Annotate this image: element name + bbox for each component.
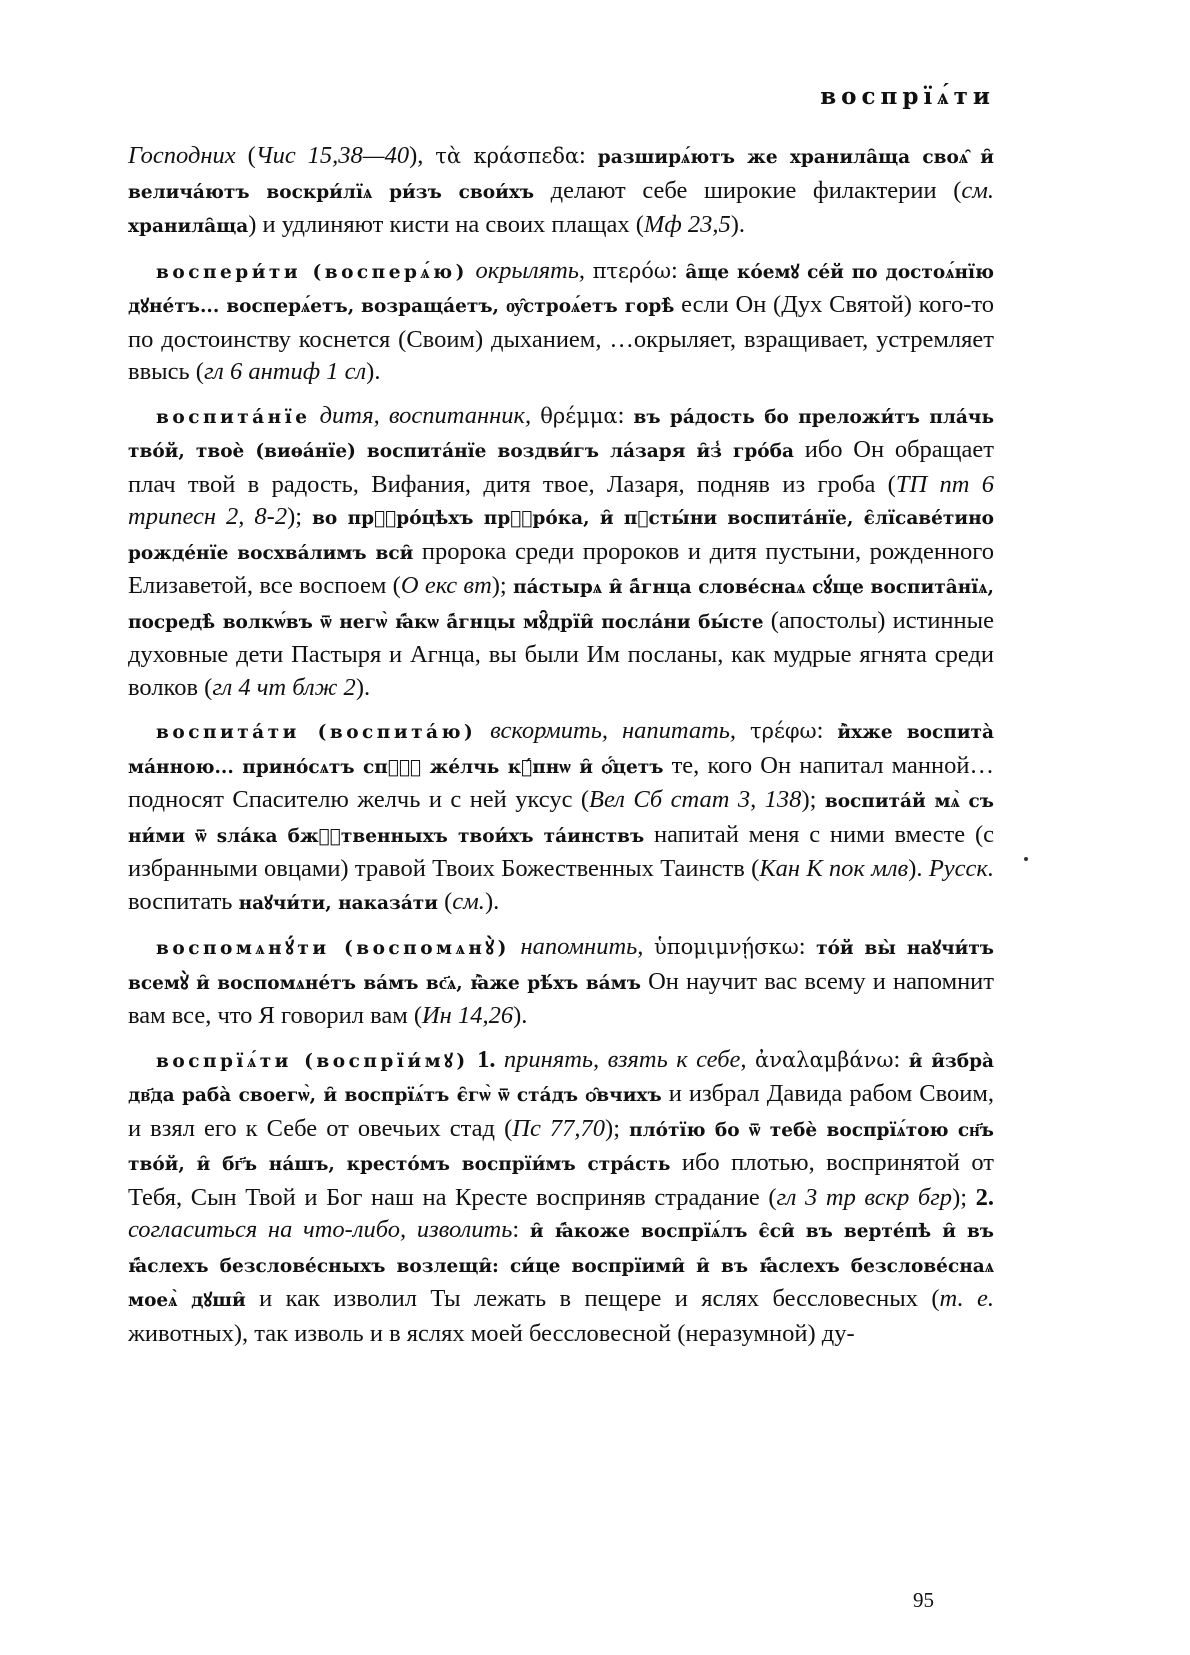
text-run: : [816,717,838,744]
italic-run: гл 6 антиф 1 сл [203,358,367,385]
text-run [643,933,654,960]
text-run: ); [801,786,825,813]
text-run: ). [730,211,746,238]
text-run: ); [287,503,313,530]
text-run: ), [409,142,436,169]
italic-run: Чис 15,38—40 [255,142,410,169]
italic-run: т. е. [939,1285,994,1312]
text-run: ). [908,855,929,882]
dictionary-entry [128,400,994,705]
text-run [495,1046,503,1073]
italic-run: вскормить, напитать, [490,717,737,744]
greek-equivalent: πτερόω [592,258,672,283]
greek-equivalent: τὰ κράσπεδα [435,144,580,168]
italic-run: принять, взять к себе, [503,1045,747,1073]
text-run: и как изволил Ты лежать в пещере и яслях бессловесных ( [245,1285,940,1312]
text-run [476,717,490,744]
dictionary-entry [128,715,994,920]
church-slavonic-run: а̑ще ко́емꙋ се́й по достоѧ́нїю дꙋнéтъ... восперѧ́етъ, возраща́етъ, ѹ̑строѧ́етъ горѣ̀ [128,261,995,317]
church-slavonic-run: наꙋчи́ти, наказа́ти [238,892,438,914]
dictionary-entry [128,1044,994,1351]
running-head: воспрїѧ́ти [820,83,995,110]
stray-ink-dot [1024,857,1028,861]
text-run: (апостолы) истинные духовные дети Пастыря и Агнца, вы были Им посланы, как мудрые ягнята среди волков ( [128,606,994,701]
italic-run: О екс вт [400,572,492,599]
text-run: ибо Он обращает плач твой в радость, Вифания, дитя твое, Лазаря, подняв из гроба ( [128,436,994,498]
text-run: ). [355,673,371,701]
text-run: ). [484,887,500,915]
text-run: : [512,1216,530,1243]
italic-run: гл 4 чт блж 2 [212,673,356,701]
text-run: : [617,401,634,429]
headword: воспери́ти (восперѧ́ю) [156,261,468,283]
church-slavonic-run: воспита́й мѧ̀ съ ни́ми ѿ ѕла́ка бжⷭ҇твенныхъ твои́хъ та́инствъ [128,791,994,847]
entries-column [128,140,994,1361]
page-number: 95 [913,1588,934,1612]
dictionary-entry [128,931,994,1033]
text-run: пророка среди пророков и дитя пустыни, рожденного Елизаветой, все воспоем ( [128,537,994,599]
italic-run: Русск. [928,855,994,882]
text-run: ). [366,358,381,385]
church-slavonic-run: пло́тїю бо ѿ тебѐ воспрїѧ́тою сн҃ъ тво́й, и̑ бг҃ъ на́шъ, кресто́мъ воспрїи́мъ стра́сть [128,1119,994,1175]
text-run [747,1046,755,1073]
italic-run: дитя, воспитанник, [319,401,532,429]
headword: воспомѧнꙋ́ти (воспомѧнꙋ̀) [156,938,510,959]
entry-continuation [128,140,994,244]
church-slavonic-run: въ ра́дость бо преложи́тъ пла́чь тво́й, твоѐ (виѳа́нїе) воспита́нїе воздви́гъ ла́заря и̑з̾ гро́ба [128,406,995,462]
italic-run: согласиться на что-либо, изволить [128,1216,513,1243]
headword: воспита́ти (воспита́ю) [156,722,477,743]
text-run: ( [438,887,453,915]
church-slavonic-run: хранила̑ща [128,216,249,237]
text-run: ); [952,1183,976,1211]
italic-run: Мф 23,5 [643,211,731,238]
text-run: воспитать [128,887,239,915]
italic-run: Пс 77,70 [512,1114,606,1142]
italic-run: напомнить, [520,933,644,960]
text-run [531,402,540,429]
text-run: : [671,256,686,284]
sense-number: 2. [975,1183,994,1211]
text-run: и избрал Давида рабом Своим, и взял его к Себе от овечьих стад ( [128,1080,994,1142]
text-run: ); [491,572,514,599]
text-run: Он научит вас всему и напомнит вам все, что Я говорил вам ( [128,967,995,1029]
text-run: животных), так изволь и в яслях моей бессловесной (неразумной) ду- [128,1319,855,1347]
text-run: ); [605,1114,630,1142]
text-run: ) и удлиняют кисти на своих плащах ( [248,211,644,238]
text-run: делают себе широкие филактерии ( [534,176,962,204]
text-run [510,933,521,960]
text-run: ибо плотью, воспринятой от Тебя, Сын Твой и Бог наш на Кресте восприняв страдание ( [128,1149,994,1211]
italic-run: Кан К пок млв [759,855,909,882]
dictionary-entry [128,255,994,389]
text-run: если Он (Дух Святой) кого-то по достоинству коснется (Своим) дыханием, …окрыляет, взращивает, устремляет ввысь ( [128,291,994,385]
church-slavonic-run: и̑̀хже воспита̀ ма́нною... прино́сѧтъ спⷭ҇ꙋ же́лчь кꙋ́пнѡ и̑ ѻ̑́цетъ [128,722,994,778]
greek-equivalent: ἀναλαμβάνω [755,1047,894,1072]
italic-run: см. [961,176,994,204]
greek-equivalent: θρέμμα [540,403,618,428]
church-slavonic-run: то́й вы̀ наꙋчи́тъ всемꙋ̀ и̑ воспомѧне́тъ ва́мъ вс҃ѧ, ꙗ̑̀же рѣ́хъ ва́мъ [128,938,994,994]
church-slavonic-run: па́стырѧ и̑ а̑́гнца слове́снаѧ сꙋ́ще воспита̑нїѧ, посредѣ̀ волкѡ́въ ѿ негѡ̀ ꙗ̑́кѡ а̑́гнцы мꙋ̑дрїи̑ посла́ни бы́сте [128,577,994,633]
text-run [736,717,750,744]
italic-run: см. [452,887,485,915]
headword: воспита́нїе [156,406,311,428]
text-run [311,402,320,429]
text-run: напитай меня с ними вместе (с избранными овцами) травой Твоих Божественных Таинств ( [128,820,994,882]
italic-run: ТП пт 6 трипесн 2, 8-2 [128,470,994,530]
text-run: ). [513,1002,528,1029]
text-run: : [579,142,598,169]
text-run [585,257,593,284]
text-run [469,1046,477,1073]
italic-run: Господних [128,142,236,169]
greek-equivalent: ὑπομιμνῄσκω [654,935,799,959]
sense-number: 1. [477,1045,496,1073]
church-slavonic-run: разширѧ́ютъ же хранила̑ща своѧ̑ и̑ велича́ютъ воскри́лїѧ ри́зъ свои́хъ [128,147,994,203]
italic-run: Ин 14,26 [421,1002,514,1029]
italic-run: гл 3 тр вскр бгр [776,1183,953,1211]
church-slavonic-run: во прⷪ҇ро́цѣхъ прⷪ҇ро́ка, и̑ пꙋсты́ни воспита́нїе, є̑лїсаве́тино рожде́нїе восхва́лимъ вси̑ [128,508,994,564]
church-slavonic-run: и̑ и̑збра̀ дв҃да раба̀ своегѡ̀, и̑ воспрїѧ́тъ є̑гѡ̀ ѿ ста́дъ ѻ̑вчихъ [128,1050,995,1106]
headword: воспрїѧ́ти (воспрїи́мꙋ) [156,1050,469,1072]
italic-run: Вел Сб стат 3, 138 [589,786,802,813]
italic-run: окрылять, [475,256,586,284]
church-slavonic-run: и̑ ꙗ̑́коже воспрїѧ́лъ є̑си̑ въ верте́пѣ и̑ въ ꙗ̑́слехъ безслове́сныхъ возлещи̑: си́це воспрїими̑ и̑ въ ꙗ̑́слехъ безслове́снаѧ моеѧ̀ дꙋши̑ [128,1221,994,1311]
text-run: ( [235,142,256,169]
text-run: : [798,933,817,960]
text-run: : [893,1045,909,1073]
text-run: те, кого Он напитал манной… подносят Спасителю желчь и с ней уксус ( [128,751,994,813]
greek-equivalent: τρέφω [749,719,817,743]
